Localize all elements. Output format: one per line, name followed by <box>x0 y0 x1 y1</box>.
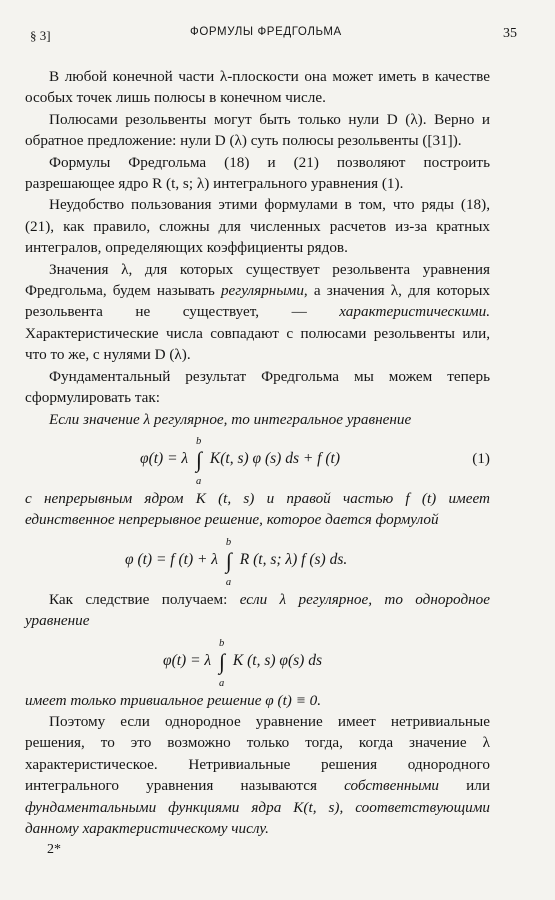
equation-1 <box>25 430 490 488</box>
text-run: , а значения λ, для которых резольвента не существует, — <box>25 282 490 321</box>
signature-mark: 2* <box>47 842 61 857</box>
paragraph: Формулы Фредгольма (18) и (21) позволяют построить разрешающее ядро R (t, s; λ) интегрального уравнения (1). <box>25 153 490 193</box>
theorem-statement: Если значение λ регулярное, то интегральное уравнение <box>49 410 412 428</box>
eq-lhs: φ(t) = λ <box>163 651 212 669</box>
equation-body <box>125 536 348 588</box>
integral-sign <box>192 435 206 487</box>
page-body <box>25 66 490 839</box>
eq-rhs: R (t, s; λ) f (s) ds. <box>239 550 348 568</box>
equation-number: (1) <box>472 449 490 467</box>
paragraph: Полюсами резольвенты могут быть только нули D (λ). Верно и обратное предложение: нули D (λ) суть полюсы резольвенты ([31]). <box>25 110 490 150</box>
eq-rhs: K(t, s) φ (s) ds + f (t) <box>209 449 340 467</box>
integral-glyph: ∫ <box>225 547 232 573</box>
section-marker: § 3] <box>30 28 51 43</box>
paragraph <box>25 711 490 839</box>
theorem-statement: имеет только тривиальное решение φ (t) ≡ 0. <box>25 691 322 709</box>
text-run: Значения λ, для которых существует резольвента уравнения Фредгольма, будем называть <box>25 260 490 300</box>
integral-sign <box>215 637 229 689</box>
running-header <box>0 22 555 44</box>
emphasis: собственными <box>344 777 440 795</box>
equation-body <box>163 637 322 689</box>
emphasis: фундаментальными функциями ядра K(t, s), соответствующими данному характеристическому числу. <box>25 798 490 837</box>
theorem-statement: с непрерывным ядром K (t, s) и правой частью f (t) имеет единственное непрерывное решение, которое дается формулой <box>25 489 490 529</box>
paragraph: Неудобство пользования этими формулами в том, что ряды (18), (21), как правило, сложны для численных расчетов из-за кратных интегралов, определяющих коэффициенты рядов. <box>25 196 490 257</box>
text-run: Характеристические числа совпадают с полюсами резольвенты или, что то же, с нулями D (λ). <box>25 324 490 364</box>
text-run: Поэтому если однородное уравнение имеет нетривиальные решения, то это возможно только тогда, когда значение λ характеристическое. Нетривиальные решения однородного интегрального уравнения называются <box>25 712 490 795</box>
paragraph: Фундаментальный результат Фредгольма мы можем теперь сформулировать так: <box>25 367 490 407</box>
paragraph <box>25 259 490 366</box>
eq-lhs: φ(t) = λ <box>140 449 189 467</box>
eq-lhs: φ (t) = f (t) + λ <box>125 550 219 568</box>
upper-limit: b <box>219 637 225 649</box>
emphasis: регулярными <box>220 282 304 300</box>
upper-limit: b <box>196 435 202 447</box>
equation-3 <box>25 632 490 690</box>
running-title: ФОРМУЛЫ ФРЕДГОЛЬМА <box>190 26 342 38</box>
upper-limit: b <box>225 536 232 548</box>
page-number: 35 <box>503 26 517 41</box>
integral-glyph: ∫ <box>196 446 203 472</box>
lower-limit: a <box>196 475 202 487</box>
paragraph <box>25 589 490 632</box>
text-run: Как следствие получаем: <box>49 590 240 608</box>
paragraph: В любой конечной части λ-плоскости она может иметь в качестве особых точек лишь полюсы в конечном числе. <box>25 68 490 107</box>
emphasis: если λ регулярное, то однородное уравнение <box>25 590 490 630</box>
integral-sign <box>222 536 236 588</box>
eq-rhs: K (t, s) φ(s) ds <box>232 651 322 669</box>
emphasis: характеристическими. <box>339 303 490 321</box>
equation-body <box>140 435 340 487</box>
lower-limit: a <box>225 576 232 588</box>
lower-limit: a <box>219 677 225 689</box>
integral-glyph: ∫ <box>219 648 226 674</box>
equation-2 <box>25 531 490 589</box>
text-run: или <box>439 777 490 795</box>
